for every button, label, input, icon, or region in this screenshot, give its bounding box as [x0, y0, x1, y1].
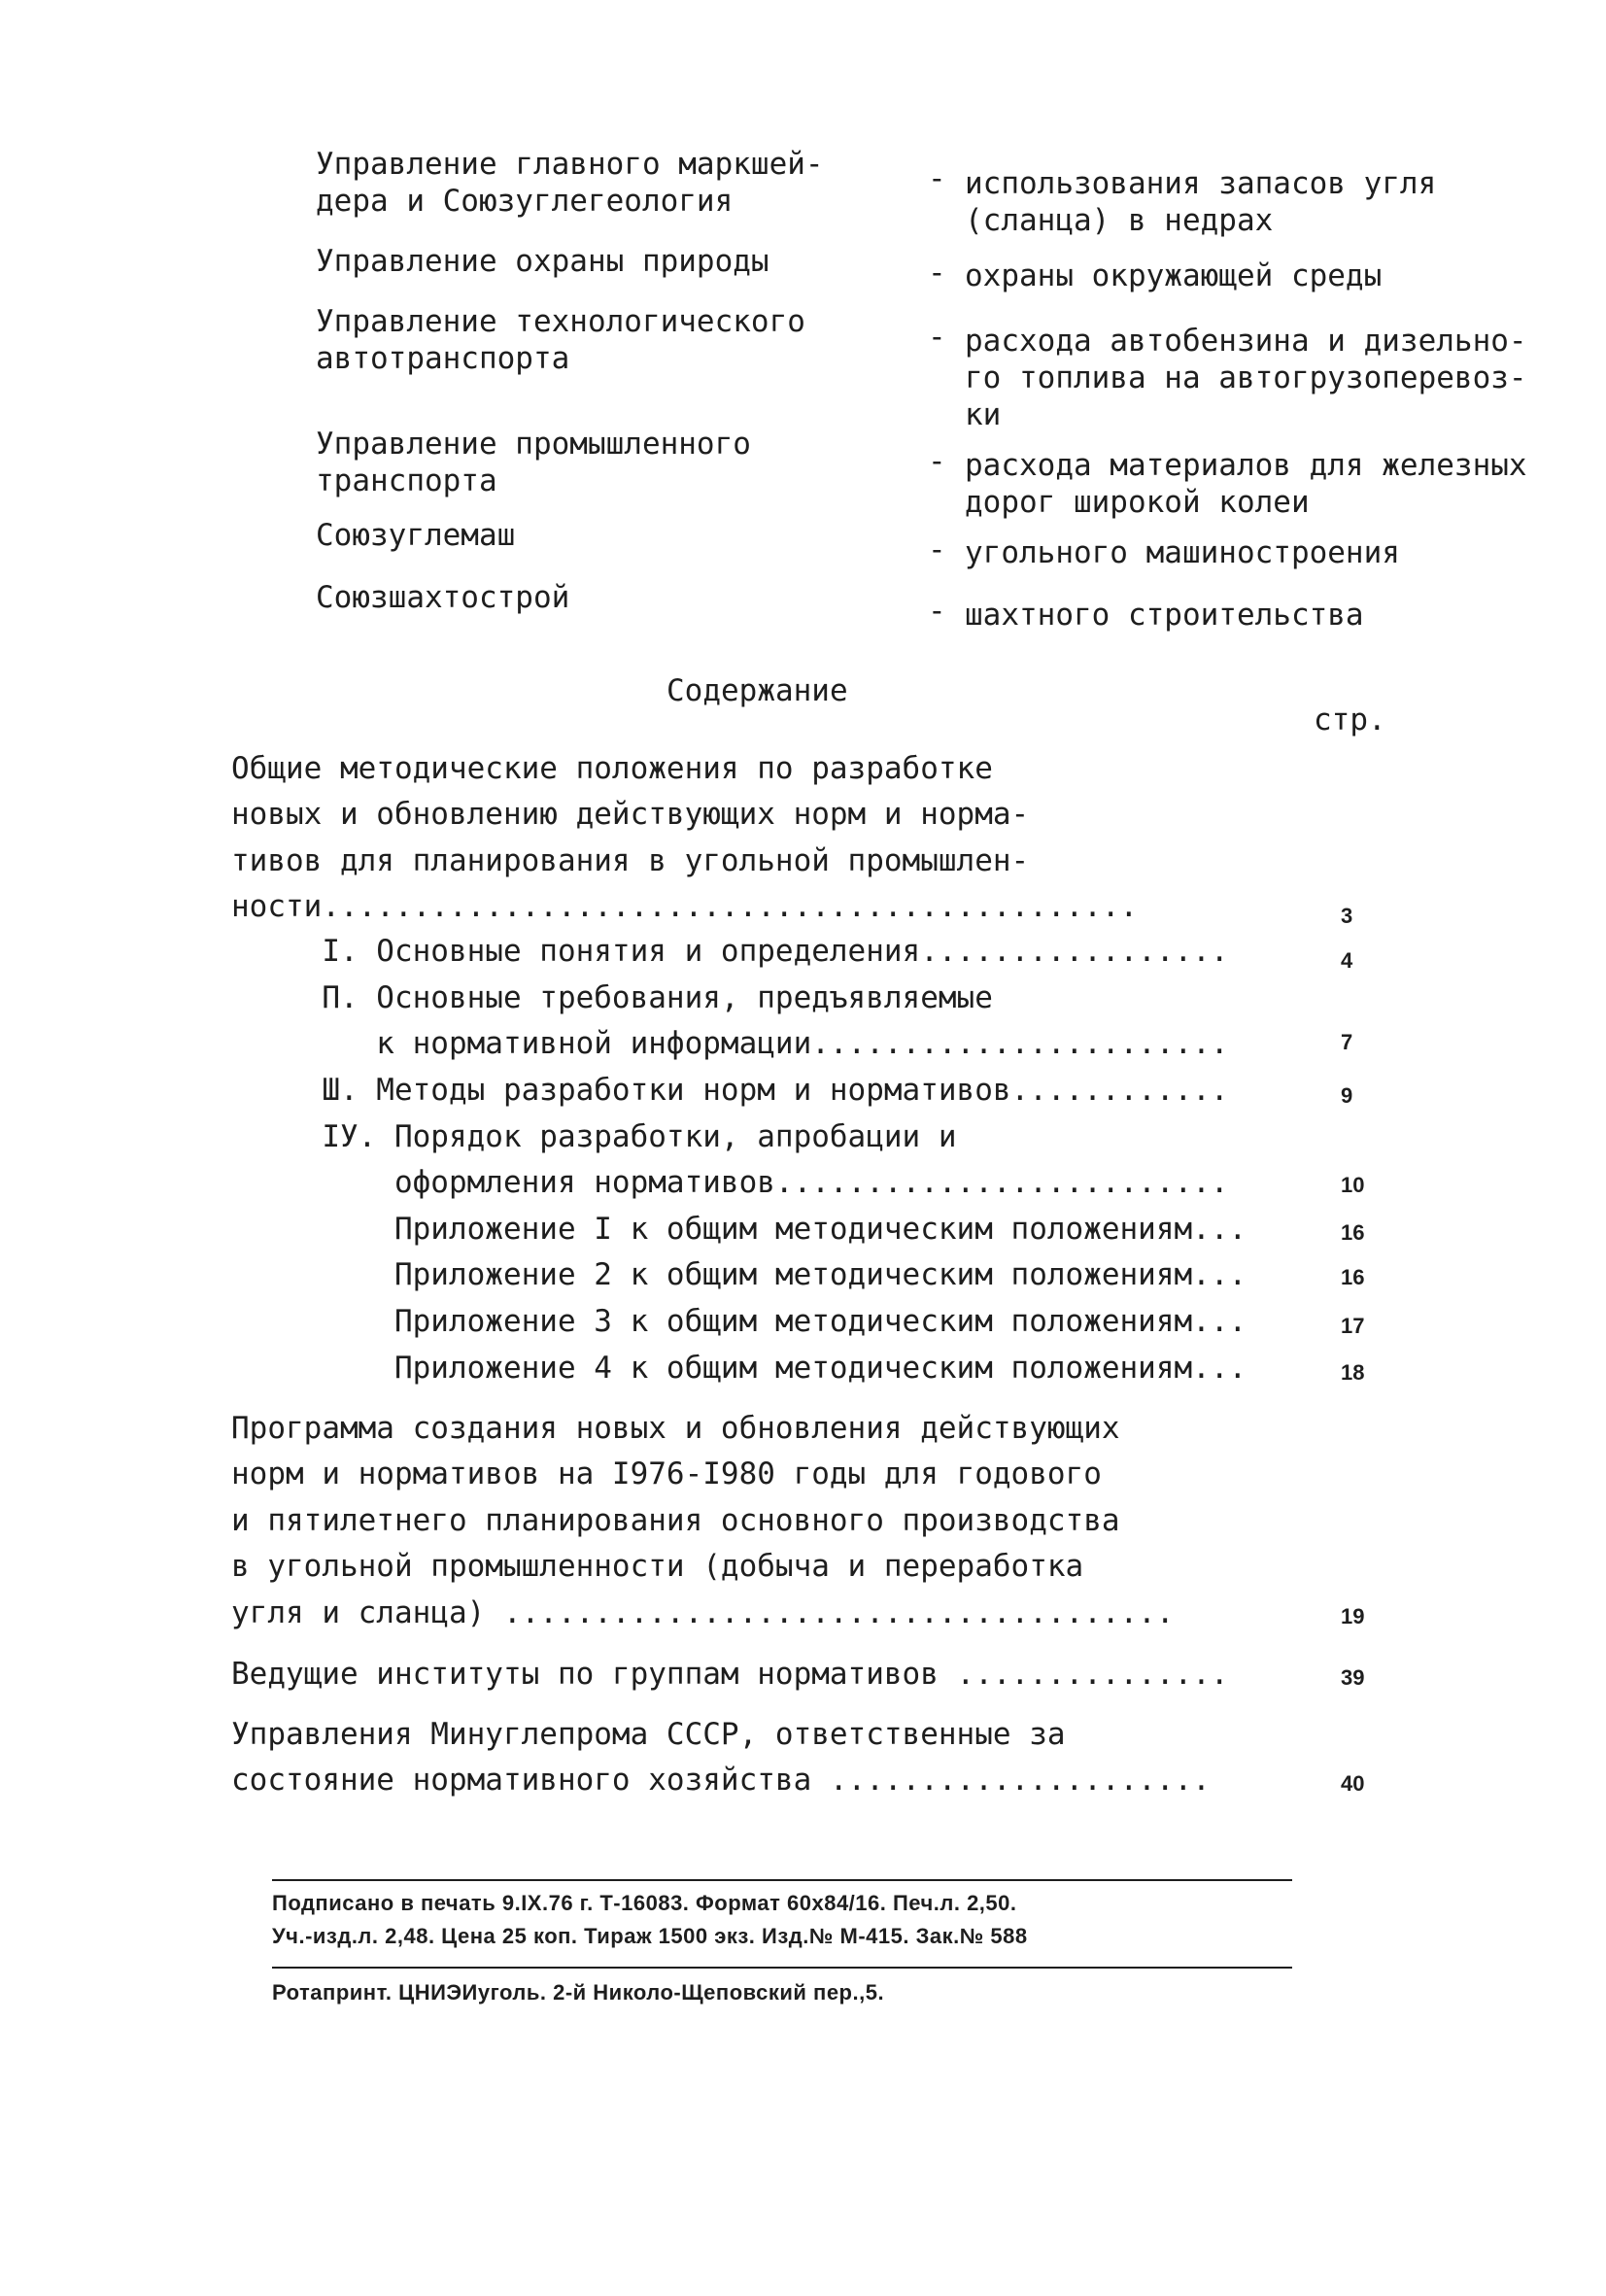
imprint-line-3: Ротапринт. ЦНИЭИуголь. 2-й Николо-Щеповский пер.,5.: [272, 1980, 885, 2005]
dept-area: угольного машиностроения: [965, 535, 1400, 570]
imprint-middle-rule: [272, 1967, 1292, 1969]
toc-line: IУ. Порядок разработки, апробации и: [231, 1119, 957, 1154]
toc-line: Ведущие институты по группам нормативов ...............: [231, 1657, 1229, 1692]
toc-line: угля и сланца) .....................................: [231, 1595, 1175, 1630]
toc-line: тивов для планирования в угольной промышлен-: [231, 843, 1030, 878]
imprint-top-rule: [272, 1879, 1292, 1881]
dept-area: расхода материалов для железных дорог широкой колеи: [965, 448, 1527, 520]
dept-area: охраны окружающей среды: [965, 258, 1383, 293]
toc-line: П. Основные требования, предъявляемые: [231, 980, 993, 1015]
dept-dash: -: [928, 256, 946, 291]
toc-line: норм и нормативов на I976-I980 годы для годового: [231, 1456, 1102, 1491]
dept-area: расхода автобензина и дизельно- го топлива на автогрузоперевоз- ки: [965, 324, 1527, 432]
contents-heading: Содержание: [666, 673, 848, 708]
imprint-line-2: Уч.-изд.л. 2,48. Цена 25 коп. Тираж 1500 экз. Изд.№ М-415. Зак.№ 588: [272, 1924, 1028, 1948]
dept-name: Управление промышленного транспорта: [316, 427, 751, 498]
imprint-line-1: Подписано в печать 9.IX.76 г. Т-16083. Формат 60х84/16. Печ.л. 2,50.: [272, 1891, 1017, 1915]
dept-name: Управление главного маркшей- дера и Союзуглегеология: [316, 147, 824, 219]
toc-line: к нормативной информации.......................: [231, 1026, 1229, 1061]
toc-page-number: 9: [1341, 1083, 1353, 1108]
toc-line: Приложение 2 к общим методическим положениям...: [231, 1257, 1247, 1292]
toc-page-number: 7: [1341, 1030, 1353, 1054]
toc-line: и пятилетнего планирования основного производства: [231, 1503, 1120, 1538]
dept-dash: -: [928, 320, 946, 355]
toc-line: Приложение 4 к общим методическим положениям...: [231, 1351, 1247, 1386]
toc-line: Программа создания новых и обновления действующих: [231, 1411, 1120, 1446]
toc-page-number: 18: [1341, 1360, 1365, 1385]
toc-line: Приложение I к общим методическим положениям...: [231, 1212, 1247, 1247]
toc-page-number: 39: [1341, 1665, 1365, 1690]
toc-line: Ш. Методы разработки норм и нормативов............: [231, 1073, 1229, 1108]
dept-dash: -: [928, 444, 946, 479]
toc-line: I. Основные понятия и определения.................: [231, 934, 1229, 969]
toc-page-number: 4: [1341, 948, 1353, 973]
dept-name: Управление охраны природы: [316, 244, 769, 279]
toc-line: новых и обновлению действующих норм и норма-: [231, 797, 1030, 832]
toc-page-number: 3: [1341, 904, 1353, 928]
toc-page-number: 16: [1341, 1265, 1365, 1289]
dept-dash: -: [928, 532, 946, 567]
toc-line: состояние нормативного хозяйства .....................: [231, 1763, 1211, 1798]
toc-page-number: 16: [1341, 1220, 1365, 1245]
dept-area: использования запасов угля (сланца) в недрах: [965, 166, 1437, 238]
toc-line: оформления нормативов.........................: [231, 1165, 1229, 1200]
toc-line: ности.............................................: [231, 889, 1139, 924]
toc-page-number: 19: [1341, 1604, 1365, 1628]
dept-name: Союзшахтострой: [316, 580, 570, 615]
toc-line: Приложение 3 к общим методическим положениям...: [231, 1304, 1247, 1339]
dept-name: Союзуглемаш: [316, 518, 516, 553]
toc-page-number: 17: [1341, 1314, 1365, 1338]
toc-line: Управления Минуглепрома СССР, ответственные за: [231, 1717, 1066, 1752]
dept-area: шахтного строительства: [965, 598, 1364, 633]
page-column-label: стр.: [1314, 703, 1386, 737]
toc-page-number: 10: [1341, 1173, 1365, 1197]
toc-line: в угольной промышленности (добыча и переработка: [231, 1549, 1084, 1584]
dept-name: Управление технологического автотранспорта: [316, 304, 805, 376]
toc-line: Общие методические положения по разработке: [231, 751, 993, 786]
dept-dash: -: [928, 594, 946, 629]
dept-dash: -: [928, 161, 946, 196]
toc-page-number: 40: [1341, 1771, 1365, 1796]
